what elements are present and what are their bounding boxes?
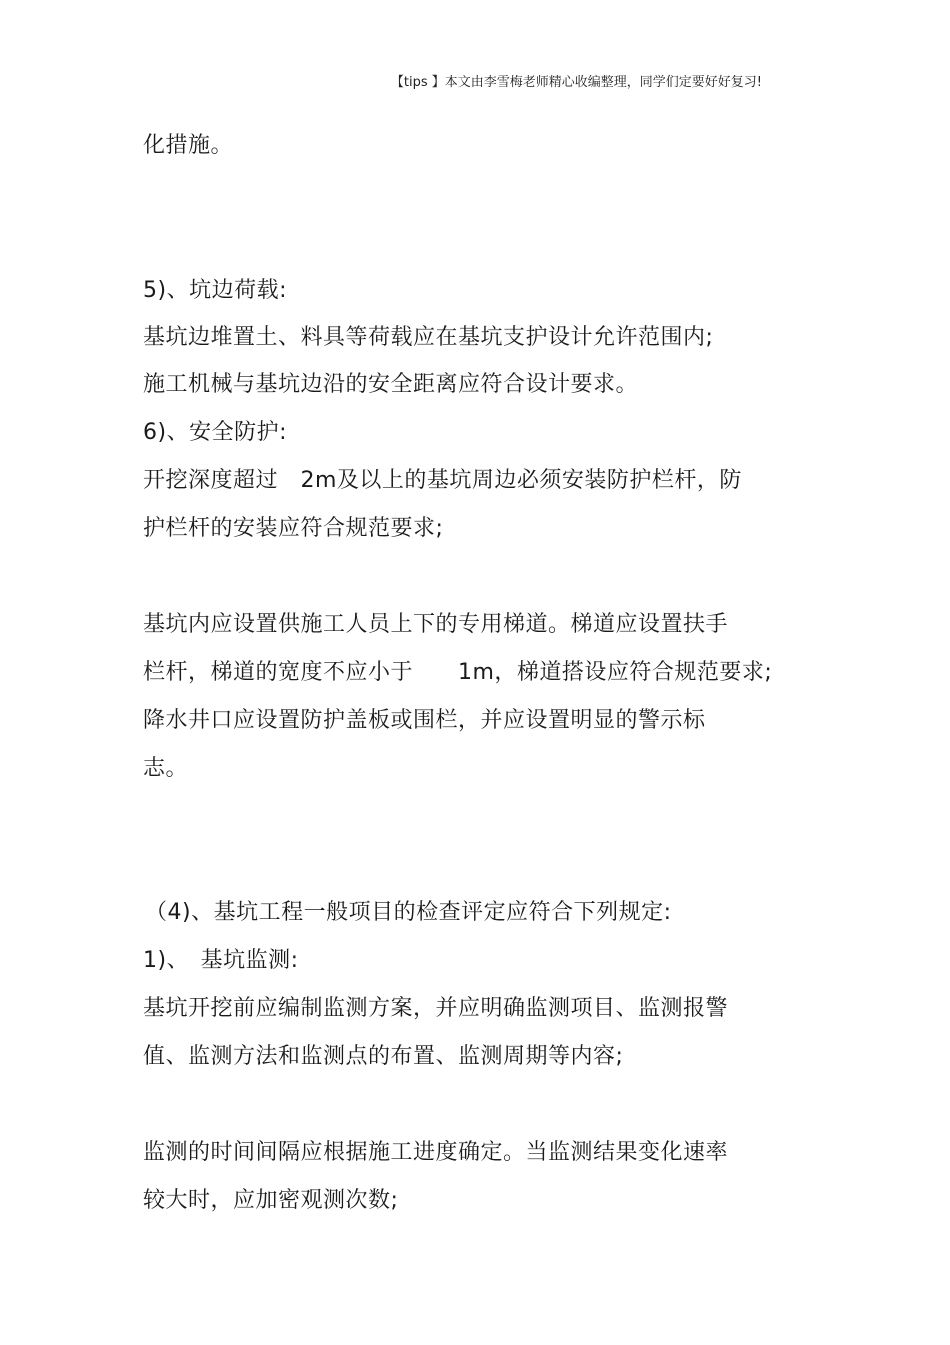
text-line: 5)、坑边荷载: <box>143 278 287 303</box>
text-line: 栏杆，梯道的宽度不应小于 1m，梯道搭设应符合规范要求; <box>143 660 773 685</box>
text-line: 降水井口应设置防护盖板或围栏，并应设置明显的警示标 <box>143 708 706 733</box>
text-line: 较大时，应加密观测次数; <box>143 1188 399 1213</box>
text-line: 基坑边堆置土、料具等荷载应在基坑支护设计允许范围内; <box>143 325 714 350</box>
text-line: 监测的时间间隔应根据施工进度确定。当监测结果变化速率 <box>143 1140 729 1165</box>
text-line: 值、监测方法和监测点的布置、监测周期等内容; <box>143 1044 624 1069</box>
text-line: 化措施。 <box>143 133 234 158</box>
header-tip: 【tips 】本文由李雪梅老师精心收编整理，同学们定要好好复习! <box>390 75 762 90</box>
text-line: 志。 <box>143 756 189 781</box>
text-line: 6)、安全防护: <box>143 420 287 445</box>
text-line: 基坑开挖前应编制监测方案，并应明确监测项目、监测报警 <box>143 996 729 1021</box>
text-line: 基坑内应设置供施工人员上下的专用梯道。梯道应设置扶手 <box>143 612 729 637</box>
text-line: 施工机械与基坑边沿的安全距离应符合设计要求。 <box>143 372 639 397</box>
text-line: 开挖深度超过 2m及以上的基坑周边必须安装防护栏杆，防 <box>143 468 742 493</box>
section-heading: （4)、基坑工程一般项目的检查评定应符合下列规定: <box>145 900 672 925</box>
text-line: 护栏杆的安装应符合规范要求; <box>143 516 444 541</box>
text-line: 1)、 基坑监测: <box>143 948 299 973</box>
